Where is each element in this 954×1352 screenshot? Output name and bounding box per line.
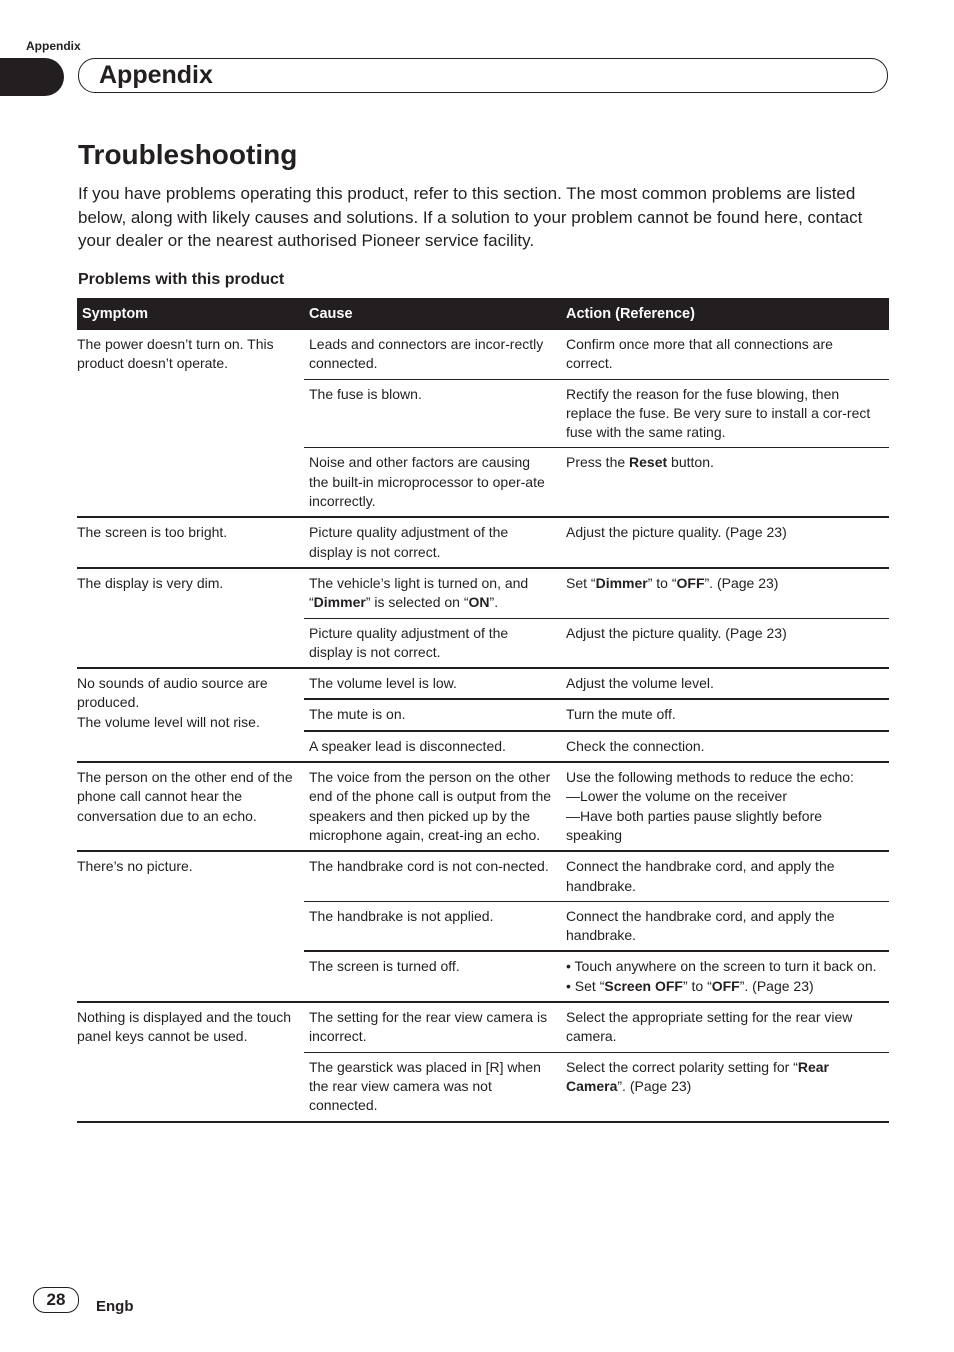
cause-cell: The handbrake cord is not con-nected.	[304, 851, 561, 901]
reset-label: Reset	[629, 454, 668, 471]
table-row	[77, 330, 889, 379]
action-text: ” to “	[647, 574, 677, 591]
header-action: Action (Reference)	[561, 298, 889, 330]
dimmer-label: Dimmer	[313, 594, 366, 611]
action-text: Press the	[566, 454, 630, 471]
table-row	[77, 851, 889, 901]
symptom-cell: The power doesn’t turn on. This product doesn’t operate.	[77, 330, 304, 517]
action-line: —Have both parties pause slightly before speaking	[566, 807, 823, 843]
running-head: Appendix	[26, 39, 81, 53]
action-cell: Rectify the reason for the fuse blowing, then replace the fuse. Be very sure to install a cor-rect fuse with the same rating.	[561, 379, 889, 448]
action-text: • Set “	[566, 977, 605, 994]
action-cell	[561, 951, 889, 1002]
cause-cell: Noise and other factors are causing the built-in microprocessor to oper-ate incorrectly.	[304, 448, 561, 517]
symptom-cell: There’s no picture.	[77, 851, 304, 1002]
cause-cell: The gearstick was placed in [R] when the rear view camera was not connected.	[304, 1052, 561, 1121]
table-row	[77, 762, 889, 851]
action-text: ”. (Page 23)	[704, 574, 779, 591]
page-title: Troubleshooting	[78, 139, 298, 170]
action-cell	[561, 1052, 889, 1121]
action-text: button.	[667, 454, 714, 471]
section-bar	[78, 58, 888, 93]
action-cell: Adjust the picture quality. (Page 23)	[561, 618, 889, 668]
cause-cell: The voice from the person on the other end of the phone call is output from the speakers and then picked up by the microphone again, creat-ing an echo.	[304, 762, 561, 851]
cause-text: ”.	[489, 594, 499, 611]
symptom-cell: The person on the other end of the phone call cannot hear the conversation due to an echo.	[77, 762, 304, 851]
action-text: ”. (Page 23)	[739, 977, 814, 994]
section-title: Appendix	[99, 61, 213, 89]
table-row	[77, 517, 889, 568]
cause-cell	[304, 568, 561, 618]
page-number: 28	[33, 1287, 79, 1313]
action-cell	[561, 448, 889, 517]
table-row	[77, 1002, 889, 1052]
header-cause: Cause	[304, 298, 561, 330]
cause-cell: The screen is turned off.	[304, 951, 561, 1002]
action-cell	[561, 762, 889, 851]
off-label: OFF	[676, 574, 705, 591]
cause-cell: Picture quality adjustment of the display is not correct.	[304, 618, 561, 668]
symptom-cell	[77, 668, 304, 762]
section-tab-marker	[0, 58, 64, 96]
cause-cell: The setting for the rear view camera is incorrect.	[304, 1002, 561, 1052]
rear-camera-label: Rear Camera	[566, 1058, 830, 1094]
action-line: • Touch anywhere on the screen to turn it back on.	[566, 958, 877, 975]
header-symptom: Symptom	[77, 298, 304, 330]
language-code: Engb	[96, 1298, 134, 1315]
off-label: OFF	[711, 977, 740, 994]
action-cell: Adjust the picture quality. (Page 23)	[561, 517, 889, 568]
action-text: ”. (Page 23)	[617, 1077, 692, 1094]
symptom-cell: The display is very dim.	[77, 568, 304, 668]
cause-cell: The fuse is blown.	[304, 379, 561, 448]
cause-text: ” is selected on “	[365, 594, 469, 611]
table-row	[77, 568, 889, 618]
cause-cell: The mute is on.	[304, 699, 561, 730]
screen-off-label: Screen OFF	[604, 977, 683, 994]
action-text: Set “	[566, 574, 596, 591]
action-cell: Select the appropriate setting for the rear view camera.	[561, 1002, 889, 1052]
troubleshooting-table	[77, 298, 889, 1123]
table-row	[77, 668, 889, 699]
symptom-cell: The screen is too bright.	[77, 517, 304, 568]
cause-cell: The volume level is low.	[304, 668, 561, 699]
symptom-cell: Nothing is displayed and the touch panel keys cannot be used.	[77, 1002, 304, 1121]
dimmer-label: Dimmer	[595, 574, 648, 591]
action-cell: Turn the mute off.	[561, 699, 889, 730]
action-text: ” to “	[682, 977, 712, 994]
action-line: —Lower the volume on the receiver	[566, 788, 787, 805]
cause-text: The vehicle’s light is turned on, and “	[309, 574, 529, 611]
cause-cell: A speaker lead is disconnected.	[304, 731, 561, 762]
action-cell: Connect the handbrake cord, and apply the handbrake.	[561, 901, 889, 951]
table-subheading: Problems with this product	[78, 271, 285, 288]
action-cell: Connect the handbrake cord, and apply the handbrake.	[561, 851, 889, 901]
action-cell: Adjust the volume level.	[561, 668, 889, 699]
cause-cell: Picture quality adjustment of the display is not correct.	[304, 517, 561, 568]
intro-paragraph: If you have problems operating this product, refer to this section. The most common problems are listed below, along with likely causes and solutions. If a solution to your problem cannot be found here, contact your dealer or the nearest authorised Pioneer service facility.	[78, 184, 863, 250]
on-label: ON	[468, 594, 490, 611]
cause-cell: The handbrake is not applied.	[304, 901, 561, 951]
symptom-line: The volume level will not rise.	[77, 713, 260, 730]
action-line: Use the following methods to reduce the echo:	[566, 769, 854, 786]
symptom-line: No sounds of audio source are produced.	[77, 675, 268, 711]
table-header-row	[77, 298, 889, 330]
action-text: Select the correct polarity setting for “	[566, 1058, 798, 1075]
action-cell	[561, 568, 889, 618]
cause-cell: Leads and connectors are incor-rectly connected.	[304, 330, 561, 379]
action-cell: Confirm once more that all connections are correct.	[561, 330, 889, 379]
action-cell: Check the connection.	[561, 731, 889, 762]
